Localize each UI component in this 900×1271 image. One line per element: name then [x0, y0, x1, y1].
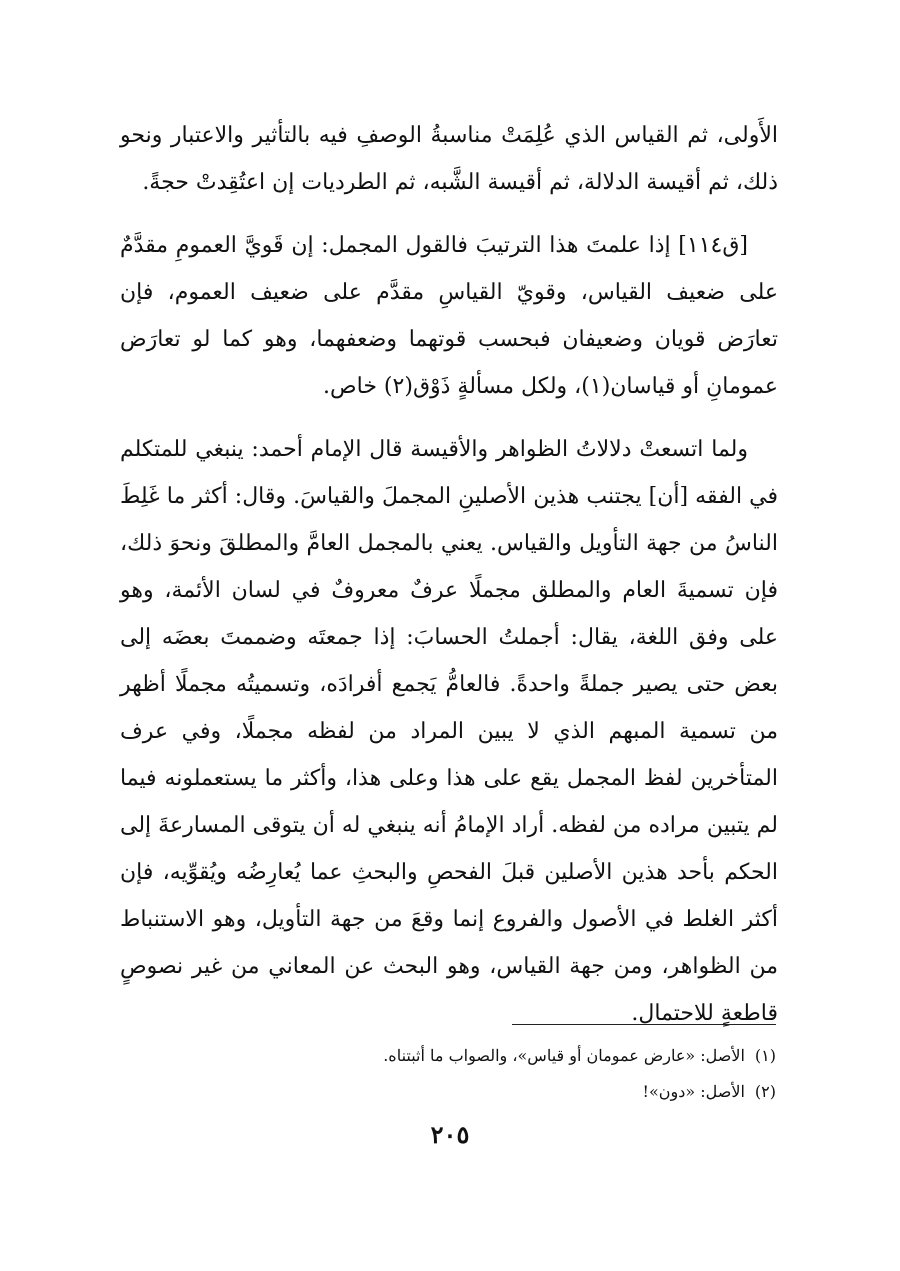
footnote-1	[136, 1038, 776, 1074]
main-text	[120, 112, 778, 1037]
paragraph-1: الأَولى، ثم القياس الذي عُلِمَتْ مناسبةُ الوصفِ فيه بالتأثير والاعتبار ونحو ذلك، ثم أقيسة الدلالة، ثم أقيسة الشَّبه، ثم الطرديات إن اعتُقِدتْ حجةً.	[120, 123, 778, 195]
footnote-separator	[512, 1024, 776, 1025]
paragraph-2: [ق١١٤] إذا علمتَ هذا الترتيبَ فالقول المجمل: إن قَويَّ العمومِ مقدَّمٌ على ضعيف القياس، وقويّ القياسِ مقدَّم على ضعيف العموم، فإن تعارَض قويان وضعيفان فبحسب قوتهما وضعفهما، وهو كما لو تعارَض عمومانِ أو قياسان(١)، ولكل مسألةٍ ذَوْق(٢) خاص.	[120, 233, 778, 399]
footnote-text: الأصل: «دون»!	[642, 1082, 745, 1101]
footnote-text: الأصل: «عارض عمومان أو قياس»، والصواب ما أثبتناه.	[383, 1046, 745, 1065]
footnote-number: (٢)	[754, 1082, 776, 1101]
paragraph-3: ولما اتسعتْ دلالاتُ الظواهر والأقيسة قال الإمام أحمد: ينبغي للمتكلم في الفقه [أن] يجتنب هذين الأصلينِ المجملَ والقياسَ. وقال: أكثر ما غَلِطَ الناسُ من جهة التأويل والقياس. يعني بالمجمل العامَّ والمطلقَ ونحوَ ذلك، فإن تسميةَ العام والمطلق مجملًا عرفٌ معروفٌ في لسان الأئمة، وهو على وفق اللغة، يقال: أجملتُ الحسابَ: إذا جمعتَه وضممتَ بعضَه إلى بعض حتى يصير جملةً واحدةً. فالعامُّ يَجمع أفرادَه، وتسميتُه مجملًا أظهر من تسمية المبهم الذي لا يبين المراد من لفظه مجملًا، وفي عرف المتأخرين لفظ المجمل يقع على هذا وعلى هذا، وأكثر ما يستعملونه فيما لم يتبين مراده من لفظه. أراد الإمامُ أنه ينبغي له أن يتوقى المسارعةَ إلى الحكم بأحد هذين الأصلين قبلَ الفحصِ والبحثِ عما يُعارِضُه ويُقوِّيه، فإن أكثر الغلط في الأصول والفروع إنما وقعَ من جهة التأويل، وهو الاستنباط من الظواهر، ومن جهة القياس، وهو البحث عن المعاني من غير نصوصٍ قاطعةٍ للاحتمال.	[120, 437, 778, 1026]
page-number: ٢٠٥	[430, 1120, 470, 1149]
footnotes	[136, 1038, 776, 1110]
footnote-number: (١)	[754, 1046, 776, 1065]
footnote-2	[136, 1074, 776, 1110]
